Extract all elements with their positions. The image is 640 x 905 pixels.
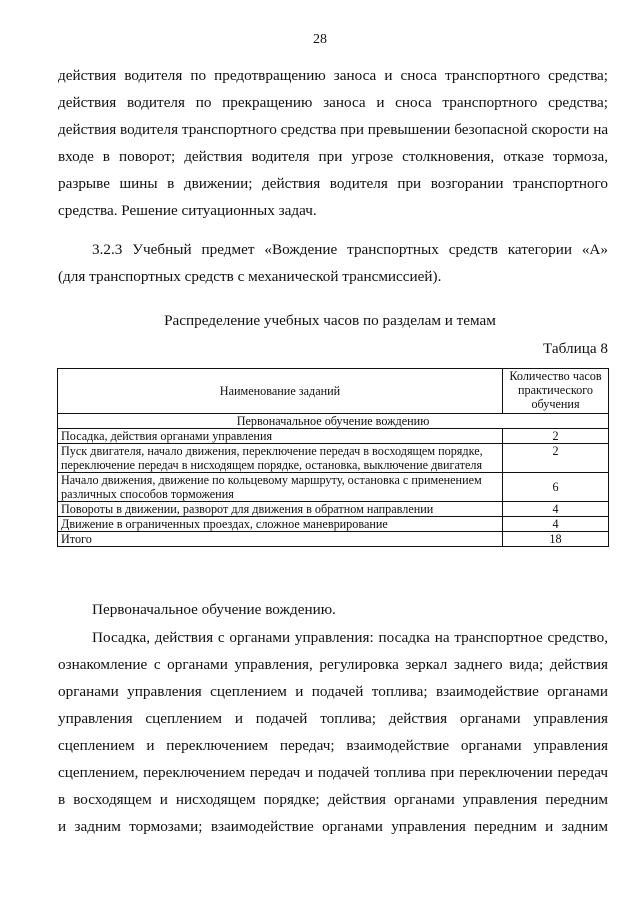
subject-heading	[58, 236, 608, 290]
hours-table	[57, 368, 609, 547]
text-line: (для транспортных средств с механической трансмиссией).	[58, 268, 442, 285]
page-number: 28	[313, 32, 327, 47]
header-hours-cell: Количество часов практического обучения	[503, 369, 609, 414]
total-hours-cell: 18	[503, 532, 609, 547]
table-row	[58, 517, 609, 532]
row-name-cell: Пуск двигателя, начало движения, переключение передач в восходящем порядке, переключение передач в нисходящем порядке, остановка, выключение двигателя	[58, 444, 503, 473]
row-name-cell: Движение в ограниченных проездах, сложное маневрирование	[58, 517, 503, 532]
text-line: Посадка, действия с органами управления: посадка на транспортное средство,	[92, 629, 608, 646]
row-hours-cell: 4	[503, 517, 609, 532]
row-name-cell: Повороты в движении, разворот для движения в обратном направлении	[58, 502, 503, 517]
body-paragraph	[58, 624, 608, 840]
table-total-row	[58, 532, 609, 547]
text-line: управления сцеплением и подачей топлива; действия органами управления	[58, 710, 608, 727]
total-name-cell: Итого	[58, 532, 503, 547]
text-line: органами управления сцеплением и подачей топлива; взаимодействие органами	[58, 683, 608, 700]
section-title-cell: Первоначальное обучение вождению	[58, 414, 609, 429]
text-line: разрыве шины в движении; действия водителя при возгорании транспортного	[58, 175, 608, 192]
distribution-title: Распределение учебных часов по разделам и темам	[164, 312, 496, 329]
row-name-cell: Посадка, действия органами управления	[58, 429, 503, 444]
text-line: в восходящем и нисходящем порядке; действия органами управления передним	[58, 791, 608, 808]
text-line: и задним тормозами; взаимодействие органами управления передним и задним	[58, 818, 608, 835]
row-hours-cell: 6	[503, 473, 609, 502]
header-name-cell: Наименование заданий	[58, 369, 503, 414]
table-row	[58, 444, 609, 473]
section-heading	[58, 596, 608, 623]
text-line: действия водителя транспортного средства при превышении безопасной скорости на	[58, 121, 609, 138]
text-line: входе в поворот; действия водителя при угрозе столкновения, отказе тормоза,	[58, 148, 608, 165]
table-label: Таблица 8	[543, 340, 608, 357]
row-name-cell: Начало движения, движение по кольцевому маршруту, остановка с применением различных способов торможения	[58, 473, 503, 502]
row-hours-cell: 2	[503, 429, 609, 444]
text-line: Первоначальное обучение вождению.	[92, 601, 336, 618]
text-line: 3.2.3 Учебный предмет «Вождение транспортных средств категории «А»	[92, 241, 608, 258]
text-line: средства. Решение ситуационных задач.	[58, 202, 317, 219]
row-hours-cell: 4	[503, 502, 609, 517]
table-header-row	[58, 369, 609, 414]
text-line: ознакомление с органами управления, регулировка зеркал заднего вида; действия	[58, 656, 608, 673]
table-section-row	[58, 414, 609, 429]
intro-paragraph	[58, 62, 608, 224]
text-line: сцеплением, переключением передач и подачей топлива при переключении передач	[58, 764, 608, 781]
text-line: сцеплением и переключением передач; взаимодействие органами управления	[58, 737, 608, 754]
table-row	[58, 502, 609, 517]
text-line: действия водителя по предотвращению заноса и сноса транспортного средства;	[58, 67, 608, 84]
text-line: действия водителя по прекращению заноса и сноса транспортного средства;	[58, 94, 608, 111]
row-hours-cell: 2	[503, 444, 609, 473]
table-row	[58, 429, 609, 444]
table-row	[58, 473, 609, 502]
